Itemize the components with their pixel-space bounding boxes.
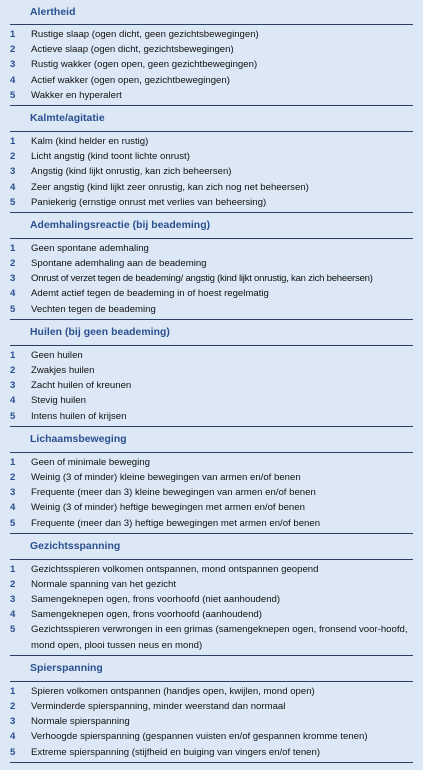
item-number: 2	[10, 578, 16, 590]
item-list	[10, 453, 413, 534]
item-number: 5	[10, 410, 16, 422]
item-number: 4	[10, 74, 16, 86]
list-item	[10, 363, 413, 378]
item-number: 3	[10, 380, 16, 392]
item-number: 1	[10, 29, 16, 40]
section-title: Huilen (bij geen beademing)	[30, 326, 170, 338]
item-text: Verhoogde spierspanning (gespannen vuisten en/of gespannen kromme tenen)	[31, 731, 368, 743]
item-number: 1	[10, 563, 16, 575]
list-item	[10, 470, 413, 485]
item-number: 2	[10, 258, 16, 270]
item-text: Extreme spierspanning (stijfheid en buiging van vingers en/of tenen)	[31, 746, 321, 758]
item-number: 3	[10, 594, 16, 606]
item-number: 2	[10, 471, 16, 483]
section-header	[10, 427, 413, 453]
item-text: Onrust of verzet tegen de beademing/ angstig (kind lijkt onrustig, kan zich beheersen)	[31, 273, 373, 285]
list-item	[10, 455, 413, 470]
list-item	[10, 577, 413, 592]
list-item	[10, 622, 413, 652]
section-title: Lichaamsbeweging	[30, 433, 127, 445]
item-number: 2	[10, 44, 16, 56]
item-text: Gezichtsspieren volkomen ontspannen, mond ontspannen geopend	[31, 563, 319, 575]
item-text: Geen huilen	[31, 349, 83, 361]
item-text: Samengeknepen ogen, frons voorhoofd (aanhoudend)	[31, 609, 262, 621]
section-header	[10, 213, 413, 239]
item-number: 5	[10, 89, 16, 101]
list-item	[10, 88, 413, 103]
item-text: Spontane ademhaling aan de beademing	[31, 258, 207, 270]
list-item	[10, 745, 413, 760]
item-text: Weinig (3 of minder) kleine bewegingen van armen en/of benen	[31, 471, 301, 483]
item-text: Ademt actief tegen de beademing in of hoest regelmatig	[31, 288, 269, 300]
list-item	[10, 607, 413, 622]
item-number: 3	[10, 487, 16, 499]
item-list	[10, 560, 413, 656]
item-list	[10, 682, 413, 763]
section-lichaamsbeweging	[10, 427, 413, 534]
item-text: Stevig huilen	[31, 395, 86, 407]
item-number: 4	[10, 288, 16, 300]
item-number: 2	[10, 701, 16, 713]
list-item	[10, 348, 413, 363]
item-number: 1	[10, 349, 16, 361]
item-text: Normale spanning van het gezicht	[31, 578, 177, 590]
item-text: Intens huilen of krijsen	[31, 410, 127, 422]
item-text: Weinig (3 of minder) heftige bewegingen met armen en/of benen	[31, 502, 305, 514]
item-text: Vechten tegen de beademing	[31, 303, 156, 315]
item-number: 4	[10, 502, 16, 514]
item-number: 5	[10, 196, 16, 208]
list-item	[10, 134, 413, 149]
list-item	[10, 164, 413, 179]
list-item	[10, 378, 413, 393]
item-number: 1	[10, 242, 16, 254]
list-item	[10, 729, 413, 744]
section-kalmte-agitatie	[10, 106, 413, 213]
section-title: Kalmte/agitatie	[30, 112, 105, 124]
item-text: Kalm (kind helder en rustig)	[31, 135, 149, 147]
item-list	[10, 346, 413, 427]
list-item	[10, 241, 413, 256]
item-text: Zwakjes huilen	[31, 365, 95, 376]
section-spierspanning	[10, 656, 413, 763]
list-item	[10, 516, 413, 531]
item-number: 1	[10, 456, 16, 468]
section-header	[10, 106, 413, 132]
item-number: 5	[10, 517, 16, 529]
list-item	[10, 592, 413, 607]
item-text: Paniekerig (ernstige onrust met verlies van beheersing)	[31, 196, 267, 208]
item-text: Frequente (meer dan 3) heftige bewegingen met armen en/of benen	[31, 517, 321, 529]
item-text: Geen spontane ademhaling	[31, 242, 149, 254]
item-number: 1	[10, 135, 16, 147]
list-item	[10, 256, 413, 271]
item-text: Normale spierspanning	[31, 716, 130, 728]
list-item	[10, 286, 413, 301]
item-text: Wakker en hyperalert	[31, 89, 122, 101]
section-title: Spierspanning	[30, 662, 103, 674]
item-number: 3	[10, 166, 16, 178]
list-item	[10, 42, 413, 57]
list-item	[10, 73, 413, 88]
item-number: 1	[10, 685, 16, 697]
list-item	[10, 485, 413, 500]
item-number: 4	[10, 181, 16, 193]
item-list	[10, 132, 413, 213]
list-item	[10, 409, 413, 424]
item-text: Rustig wakker (ogen open, geen gezichtbewegingen)	[31, 59, 258, 71]
list-item	[10, 684, 413, 699]
item-number: 4	[10, 731, 16, 743]
section-title: Ademhalingsreactie (bij beademing)	[30, 219, 211, 231]
item-text: Actief wakker (ogen open, gezichtbewegingen)	[31, 74, 230, 86]
item-number: 2	[10, 151, 16, 163]
item-number: 3	[10, 59, 16, 71]
item-text: Spieren volkomen ontspannen (handjes open, kwijlen, mond open)	[31, 685, 315, 697]
item-number: 2	[10, 365, 16, 376]
section-header	[10, 320, 413, 346]
item-text: Gezichtsspieren verwrongen in een grimas (samengeknepen ogen, fronsend voor-hoofd, mond open, plooi tussen neus en mond)	[31, 624, 408, 651]
item-text: Angstig (kind lijkt onrustig, kan zich beheersen)	[31, 166, 232, 178]
list-item	[10, 195, 413, 210]
list-item	[10, 149, 413, 164]
item-number: 4	[10, 609, 16, 621]
list-item	[10, 271, 413, 286]
section-ademhalingsreactie	[10, 213, 413, 320]
list-item	[10, 699, 413, 714]
item-number: 4	[10, 395, 16, 407]
section-header	[10, 534, 413, 560]
section-header	[10, 656, 413, 682]
item-number: 5	[10, 303, 16, 315]
item-text: Zeer angstig (kind lijkt zeer onrustig, kan zich nog net beheersen)	[31, 181, 309, 193]
section-title: Gezichtsspanning	[30, 540, 121, 552]
item-number: 5	[10, 624, 16, 636]
item-list	[10, 239, 413, 320]
item-text: Frequente (meer dan 3) kleine bewegingen van armen en/of benen	[31, 487, 316, 499]
list-item	[10, 180, 413, 195]
list-item	[10, 57, 413, 72]
item-number: 3	[10, 716, 16, 728]
list-item	[10, 302, 413, 317]
list-item	[10, 393, 413, 408]
item-text: Rustige slaap (ogen dicht, geen gezichtsbewegingen)	[31, 29, 259, 40]
item-text: Geen of minimale beweging	[31, 456, 150, 468]
section-alertheid	[10, 0, 413, 106]
item-text: Zacht huilen of kreunen	[31, 380, 132, 392]
item-list	[10, 25, 413, 106]
section-huilen	[10, 320, 413, 427]
item-text: Actieve slaap (ogen dicht, gezichtsbewegingen)	[31, 44, 234, 56]
section-title: Alertheid	[30, 6, 76, 18]
item-number: 5	[10, 746, 16, 758]
list-item	[10, 714, 413, 729]
section-header	[10, 0, 413, 25]
list-item	[10, 562, 413, 577]
item-number: 3	[10, 273, 16, 285]
list-item	[10, 500, 413, 515]
item-text: Licht angstig (kind toont lichte onrust)	[31, 151, 190, 163]
item-text: Verminderde spierspanning, minder weerstand dan normaal	[31, 701, 286, 713]
list-item	[10, 27, 413, 42]
item-text: Samengeknepen ogen, frons voorhoofd (niet aanhoudend)	[31, 594, 281, 606]
section-gezichtsspanning	[10, 534, 413, 656]
